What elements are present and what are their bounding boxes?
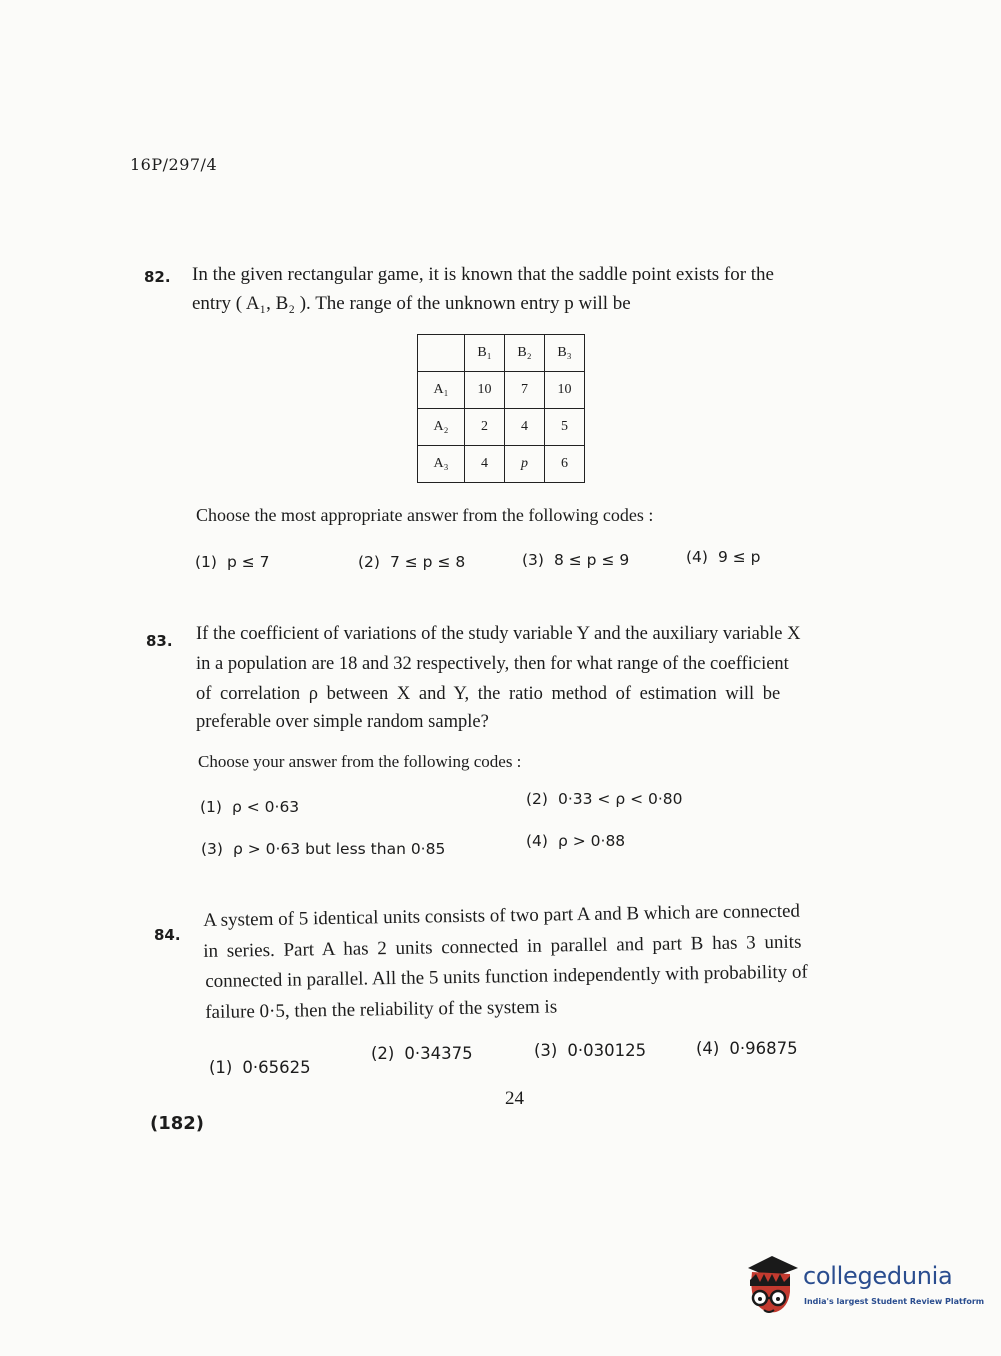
question-text-line: of correlation ρ between X and Y, the ratio method of estimation will be bbox=[196, 684, 781, 704]
table-cell: 4 bbox=[505, 409, 545, 446]
answer-instruction: Choose the most appropriate answer from the following codes : bbox=[196, 505, 654, 525]
table-row-header: A₂ bbox=[418, 409, 465, 446]
question-text-line: failure 0·5, then the reliability of the system is bbox=[205, 996, 558, 1023]
answer-option-3 bbox=[534, 1041, 646, 1060]
answer-option-2 bbox=[526, 790, 683, 808]
watermark-name: collegedunia bbox=[803, 1262, 953, 1290]
option-text: 0·34375 bbox=[404, 1044, 473, 1063]
option-text: p ≤ 7 bbox=[226, 553, 270, 571]
question-number: 83. bbox=[146, 632, 173, 650]
table-cell: 7 bbox=[505, 372, 545, 409]
table-header-row bbox=[418, 335, 585, 372]
payoff-table bbox=[417, 334, 585, 483]
answer-option-2 bbox=[371, 1044, 473, 1063]
option-text: 0·96875 bbox=[729, 1039, 798, 1058]
answer-option-4 bbox=[686, 548, 761, 566]
option-text: 8 ≤ p ≤ 9 bbox=[553, 551, 630, 569]
answer-option-4 bbox=[526, 832, 625, 850]
option-number: (2) bbox=[371, 1044, 395, 1063]
answer-option-3 bbox=[522, 551, 629, 569]
table-cell: 6 bbox=[545, 446, 585, 483]
table-row bbox=[418, 446, 585, 483]
option-number: (4) bbox=[696, 1039, 720, 1058]
table-col-header: B₃ bbox=[545, 335, 585, 372]
paper-code: 16P/297/4 bbox=[130, 155, 218, 174]
table-cell: 5 bbox=[545, 409, 585, 446]
option-text: ρ > 0·63 but less than 0·85 bbox=[232, 840, 446, 858]
question-text-line: in series. Part A has 2 units connected in parallel and part B has 3 units bbox=[203, 931, 802, 962]
option-number: (3) bbox=[522, 551, 544, 569]
table-row-header: A₃ bbox=[418, 446, 465, 483]
table-cell: p bbox=[505, 446, 545, 483]
option-number: (1) bbox=[195, 553, 217, 571]
table-row bbox=[418, 372, 585, 409]
question-text-line: in a population are 18 and 32 respectively, then for what range of the coefficient bbox=[196, 654, 789, 674]
question-number: 82. bbox=[144, 268, 171, 286]
table-cell: 10 bbox=[545, 372, 585, 409]
option-text: 9 ≤ p bbox=[717, 548, 761, 566]
answer-option-1 bbox=[209, 1058, 311, 1077]
table-col-header: B₁ bbox=[465, 335, 505, 372]
option-number: (1) bbox=[200, 798, 222, 816]
table-row-header: A₁ bbox=[418, 372, 465, 409]
question-text-line: entry ( A₁, B₂ ). The range of the unknown entry p will be bbox=[192, 293, 631, 314]
option-text: 7 ≤ p ≤ 8 bbox=[389, 553, 466, 571]
answer-option-3 bbox=[201, 840, 445, 858]
table-corner-cell bbox=[418, 335, 465, 372]
watermark-tagline: India's largest Student Review Platform bbox=[804, 1297, 985, 1306]
option-number: (2) bbox=[526, 790, 548, 808]
table-cell: 10 bbox=[465, 372, 505, 409]
mascot-icon bbox=[742, 1248, 804, 1328]
question-text-line: preferable over simple random sample? bbox=[196, 712, 489, 732]
table-col-header: B₂ bbox=[505, 335, 545, 372]
answer-option-1 bbox=[200, 798, 299, 816]
table-row bbox=[418, 409, 585, 446]
table-cell: 2 bbox=[465, 409, 505, 446]
page-number: 24 bbox=[505, 1088, 524, 1109]
answer-option-2 bbox=[358, 553, 465, 571]
question-text-line: If the coefficient of variations of the study variable Y and the auxiliary variable X bbox=[196, 624, 801, 644]
answer-option-1 bbox=[195, 553, 270, 571]
question-number: 84. bbox=[154, 926, 181, 944]
table-cell: 4 bbox=[465, 446, 505, 483]
option-number: (4) bbox=[526, 832, 548, 850]
option-number: (2) bbox=[358, 553, 380, 571]
option-number: (3) bbox=[201, 840, 223, 858]
option-number: (4) bbox=[686, 548, 708, 566]
option-number: (1) bbox=[209, 1058, 233, 1077]
option-number: (3) bbox=[534, 1041, 558, 1060]
option-text: 0·65625 bbox=[242, 1058, 311, 1077]
question-text-line: A system of 5 identical units consists of two part A and B which are connected bbox=[203, 900, 801, 931]
answer-option-4 bbox=[696, 1039, 798, 1058]
answer-instruction: Choose your answer from the following codes : bbox=[198, 752, 522, 771]
question-text-line: connected in parallel. All the 5 units function independently with probability of bbox=[205, 961, 808, 992]
question-text-line: In the given rectangular game, it is known that the saddle point exists for the bbox=[192, 264, 774, 285]
option-text: ρ > 0·88 bbox=[557, 832, 626, 850]
option-text: 0·33 < ρ < 0·80 bbox=[557, 790, 683, 808]
option-text: 0·030125 bbox=[567, 1041, 647, 1060]
option-text: ρ < 0·63 bbox=[231, 798, 300, 816]
page-code: (182) bbox=[150, 1113, 205, 1134]
